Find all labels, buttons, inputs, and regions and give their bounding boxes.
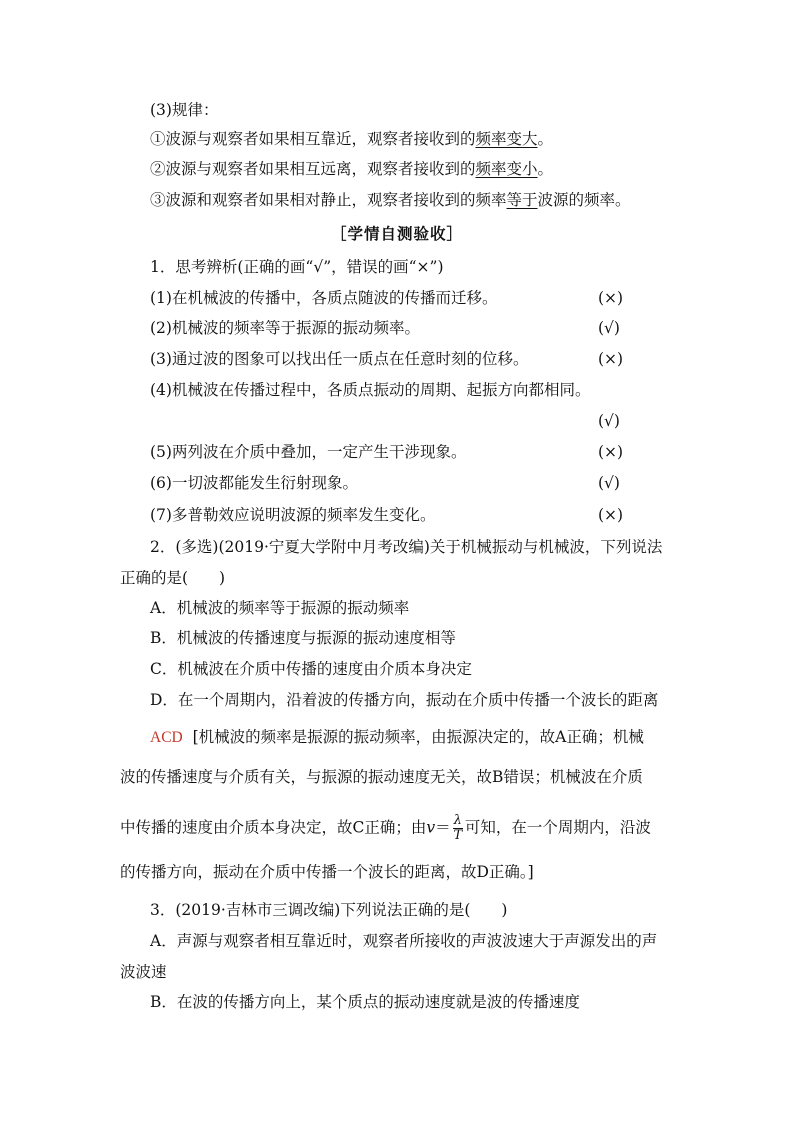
q3-option-a-line-1: A．声源与观察者相互靠近时，观察者所接收的声波波速大于声源发出的声 <box>150 932 658 950</box>
q1-item-1: (1)在机械波的传播中，各质点随波的传播而迁移。 <box>150 289 498 307</box>
rule-3-blank: 等于 <box>506 191 538 209</box>
rule-3 <box>150 190 631 210</box>
q2-answer: ACD <box>150 729 183 746</box>
rule-1-post: 。 <box>537 130 554 148</box>
rule-3-post: 波源的频率。 <box>537 191 631 209</box>
q3-option-b: B．在波的传播方向上，某个质点的振动速度就是波的传播速度 <box>150 993 580 1011</box>
q3-option-a-line-2: 波波速 <box>120 963 167 981</box>
q2-option-b: B．机械波的传播速度与振源的振动速度相等 <box>150 629 456 647</box>
q2-explanation-line-4: 的传播方向，振动在介质中传播一个波长的距离，故D正确。] <box>120 863 534 881</box>
q2-explanation-line-3 <box>120 814 651 843</box>
q1-item-3-mark: (×) <box>598 350 624 368</box>
rule-1-blank: 频率变大 <box>475 130 538 148</box>
q2-exp3-eq: ＝ <box>435 818 451 837</box>
q2-exp1-text: [机械波的频率是振源的振动频率，由振源决定的，故A正确；机械 <box>192 728 644 746</box>
q1-item-1-mark: (×) <box>598 289 624 307</box>
q2-stem-line-1: 2．(多选)(2019·宁夏大学附中月考改编)关于机械振动与机械波，下列说法 <box>150 538 663 556</box>
rule-1-pre: ①波源与观察者如果相互靠近，观察者接收到的 <box>150 130 476 148</box>
rule-heading: (3)规律： <box>150 101 219 119</box>
q1-item-7-mark: (×) <box>598 506 624 524</box>
fraction-denominator: T <box>453 828 463 843</box>
q1-item-3: (3)通过波的图象可以找出任一质点在任意时刻的位移。 <box>150 350 529 368</box>
q1-item-4: (4)机械波在传播过程中，各质点振动的周期、起振方向都相同。 <box>150 381 591 399</box>
q2-option-a: A．机械波的频率等于振源的振动频率 <box>150 599 410 617</box>
q1-item-7: (7)多普勒效应说明波源的频率发生变化。 <box>150 506 436 524</box>
q1-item-2: (2)机械波的频率等于振源的振动频率。 <box>150 319 420 337</box>
rule-2 <box>150 159 553 179</box>
fraction-numerator: λ <box>453 813 462 828</box>
q2-explanation-line-2: 波的传播速度与介质有关，与振源的振动速度无关，故B错误；机械波在介质 <box>120 768 643 786</box>
q1-item-2-mark: (√) <box>598 319 620 337</box>
q2-explanation-line-1 <box>150 727 644 748</box>
q1-item-4-mark: (√) <box>598 412 620 430</box>
lambda-over-t-fraction <box>453 814 463 843</box>
q2-exp3-var: v <box>426 818 436 837</box>
q2-exp3-post: 可知，在一个周期内，沿波 <box>464 818 651 837</box>
q3-stem: 3．(2019·吉林市三调改编)下列说法正确的是( ) <box>150 901 508 919</box>
rule-3-pre: ③波源和观察者如果相对静止，观察者接收到的频率 <box>150 191 507 209</box>
q2-option-c: C．机械波在介质中传播的速度由介质本身决定 <box>150 660 472 678</box>
rule-1 <box>150 129 553 149</box>
q1-item-5-mark: (×) <box>598 443 624 461</box>
q1-title: 1．思考辨析(正确的画“√”，错误的画“×”) <box>150 258 444 276</box>
q1-item-6: (6)一切波都能发生衍射现象。 <box>150 474 358 492</box>
section-heading: ［学情自测验收］ <box>330 224 463 243</box>
q2-stem-line-2: 正确的是( ) <box>120 569 226 587</box>
q2-exp3-pre: 中传播的速度由介质本身决定，故C正确；由 <box>120 818 427 837</box>
rule-2-pre: ②波源与观察者如果相互远离，观察者接收到的 <box>150 160 476 178</box>
rule-2-post: 。 <box>537 160 554 178</box>
rule-2-blank: 频率变小 <box>475 160 538 178</box>
q1-item-6-mark: (√) <box>598 474 620 492</box>
q1-item-5: (5)两列波在介质中叠加，一定产生干涉现象。 <box>150 443 467 461</box>
q2-option-d: D．在一个周期内，沿着波的传播方向，振动在介质中传播一个波长的距离 <box>150 691 659 709</box>
